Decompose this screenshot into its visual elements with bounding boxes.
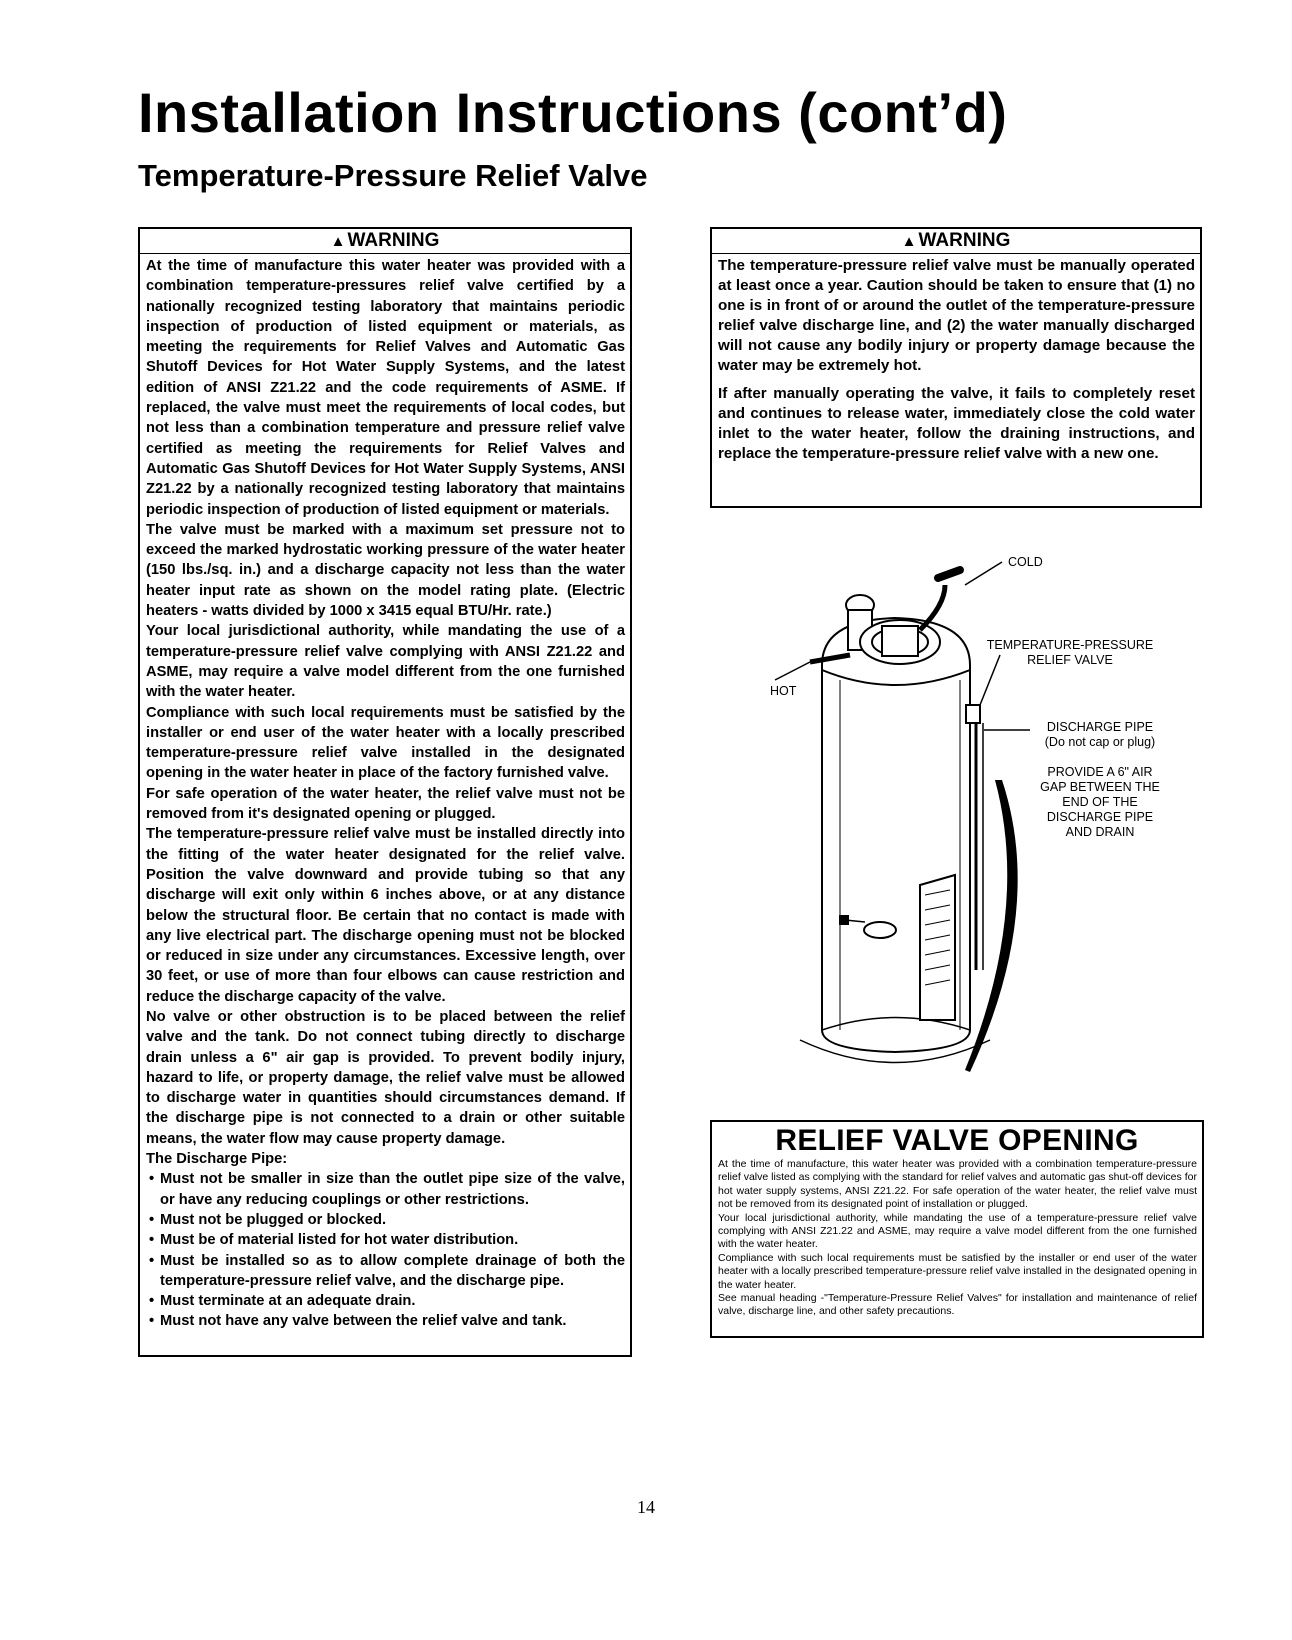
air-gap-line: DISCHARGE PIPE (1046, 810, 1154, 824)
list-item: • Must not be smaller in size than the outlet pipe size of the valve, or have any reducing couplings or other restrictions. (146, 1169, 625, 1210)
list-item: • Must terminate at an adequate drain. (146, 1291, 625, 1311)
list-item: • Must be installed so as to allow complete drainage of both the temperature-pressure relief valve, and the discharge pipe. (146, 1251, 625, 1292)
relief-valve-opening-title: RELIEF VALVE OPENING (775, 1124, 1139, 1157)
left-warning-paragraph: For safe operation of the water heater, the relief valve must not be removed from it's designated opening or plugged. (146, 785, 625, 823)
discharge-pipe-list (146, 1169, 625, 1331)
air-gap-line: END OF THE (1062, 795, 1138, 809)
right-warning-body (712, 254, 1200, 468)
warning-triangle-icon: ▲ (330, 233, 346, 250)
page-number: 14 (637, 1497, 655, 1517)
relief-valve-paragraph: See manual heading -"Temperature-Pressure Relief Valves" for installation and maintenance of relief valve, discharge line, and other safety precautions. (718, 1292, 1197, 1318)
cold-label: COLD (1008, 555, 1043, 569)
list-item: • Must be of material listed for hot water distribution. (146, 1230, 625, 1250)
left-warning-heading: WARNING (347, 230, 440, 251)
discharge-pipe-note: (Do not cap or plug) (1044, 735, 1156, 749)
air-gap-line: PROVIDE A 6" AIR (1047, 765, 1153, 779)
left-warning-paragraph: At the time of manufacture this water heater was provided with a combination temperature-pressures relief valve certified by a nationally recognized testing laboratory that maintains periodic inspection of production of listed equipment or materials, as meeting the requirements for Relief Valves and Automatic Gas Shutoff Devices for Hot Water Supply Systems, and the latest edition of ANSI Z21.22 and the code requirements of ASME. If replaced, the valve must meet the requirements of local codes, but not less than a combination temperature and pressure relief valve certified as meeting the requirements for Relief Valves and Automatic Gas Shutoff Devices for Hot Water Supply Systems, ANSI Z21.22 by a nationally recognized testing laboratory that maintains periodic inspection of production of listed equipment or materials. (146, 258, 625, 518)
water-heater-diagram (770, 550, 1190, 1110)
air-gap-line: AND DRAIN (1065, 825, 1135, 839)
right-warning-header (712, 229, 1200, 254)
left-warning-paragraph: Your local jurisdictional authority, while mandating the use of a temperature-pressure relief valve complying with ANSI Z21.22 and ASME, may require a valve model different from the one furnished with the water heater. (146, 623, 625, 701)
hot-label: HOT (770, 684, 797, 698)
left-warning-box (138, 227, 632, 1357)
list-item: • Must not have any valve between the relief valve and tank. (146, 1311, 625, 1331)
relief-valve-opening-box (710, 1120, 1204, 1338)
left-warning-paragraph: No valve or other obstruction is to be placed between the relief valve and the tank. Do not connect tubing directly to discharge drain unless a 6" air gap is provided. To prevent bodily injury, hazard to life, or property damage, the relief valve must be allowed to discharge water in quantities should circumstances demand. If the discharge pipe is not connected to a drain or other suitable means, the water flow may cause property damage. (146, 1008, 625, 1147)
right-warning-paragraph: The temperature-pressure relief valve must be manually operated at least once a year. Caution should be taken to ensure that (1) no one is in front of or around the outlet of the temperature-pressure relief valve discharge line, and (2) the water manually discharged will not cause any bodily injury or property damage because the water may be extremely hot. (718, 257, 1195, 374)
tp-valve-label (970, 638, 1170, 668)
left-warning-body (140, 254, 630, 1336)
right-warning-box (710, 227, 1202, 508)
relief-valve-paragraph: Your local jurisdictional authority, while mandating the use of a temperature-pressure relief valve complying with ANSI Z21.22 and ASME, may require a valve model different from the one furnished with the water heater. (718, 1211, 1197, 1251)
air-gap-line: GAP BETWEEN THE (1040, 780, 1160, 794)
discharge-pipe-label (1020, 720, 1180, 750)
left-warning-paragraph: Compliance with such local requirements must be satisfied by the installer or end user of the water heater with a locally prescribed temperature-pressure relief valve installed in the designated opening in the water heater in place of the factory furnished valve. (146, 704, 625, 782)
warning-triangle-icon: ▲ (901, 233, 917, 250)
discharge-pipe-label-line1: DISCHARGE PIPE (1046, 720, 1154, 734)
relief-valve-paragraph: Compliance with such local requirements must be satisfied by the installer or end user of the water heater with a locally prescribed temperature-pressure relief valve installed in the designated opening in the water heater. (718, 1251, 1197, 1291)
discharge-pipe-heading: The Discharge Pipe: (146, 1151, 288, 1168)
left-warning-paragraph: The valve must be marked with a maximum set pressure not to exceed the marked hydrostatic working pressure of the water heater (150 lbs./sq. in.) and a discharge capacity not less than the water heater input rate as shown on the model rating plate. (Electric heaters - watts divided by 1000 x 3415 equal BTU/Hr. rate.) (146, 521, 625, 620)
relief-valve-paragraph: At the time of manufacture, this water heater was provided with a combination temperature-pressure relief valve listed as complying with the standard for relief valves and automatic gas shut-off devices for hot water supply systems, ANSI Z21.22. For safe operation of the water heater, the relief valve must not be removed from its designated point of installation or plugged. (718, 1158, 1197, 1211)
left-warning-paragraph: The temperature-pressure relief valve must be installed directly into the fitting of the water heater designated for the relief valve. Position the valve downward and provide tubing so that any discharge will exit only within 6 inches above, or at any distance below the structural floor. Be certain that no contact is made with any live electrical part. The discharge opening must not be blocked or reduced in size under any circumstances. Excessive length, over 30 feet, or use of more than four elbows can cause restriction and reduce the discharge capacity of the valve. (146, 826, 625, 1005)
right-warning-heading: WARNING (918, 230, 1011, 251)
page-title: Installation Instructions (cont’d) (138, 81, 1008, 144)
relief-valve-opening-body (712, 1158, 1202, 1319)
tp-valve-label-line2: RELIEF VALVE (1027, 653, 1113, 667)
air-gap-label (1020, 765, 1180, 840)
section-subtitle: Temperature-Pressure Relief Valve (138, 158, 648, 193)
right-warning-paragraph: If after manually operating the valve, it fails to completely reset and continues to release water, immediately close the cold water inlet to the water heater, follow the draining instructions, and replace the temperature-pressure relief valve with a new one. (718, 385, 1195, 462)
list-item: • Must not be plugged or blocked. (146, 1210, 625, 1230)
tp-valve-label-line1: TEMPERATURE-PRESSURE (986, 638, 1154, 652)
left-warning-header (140, 229, 630, 254)
